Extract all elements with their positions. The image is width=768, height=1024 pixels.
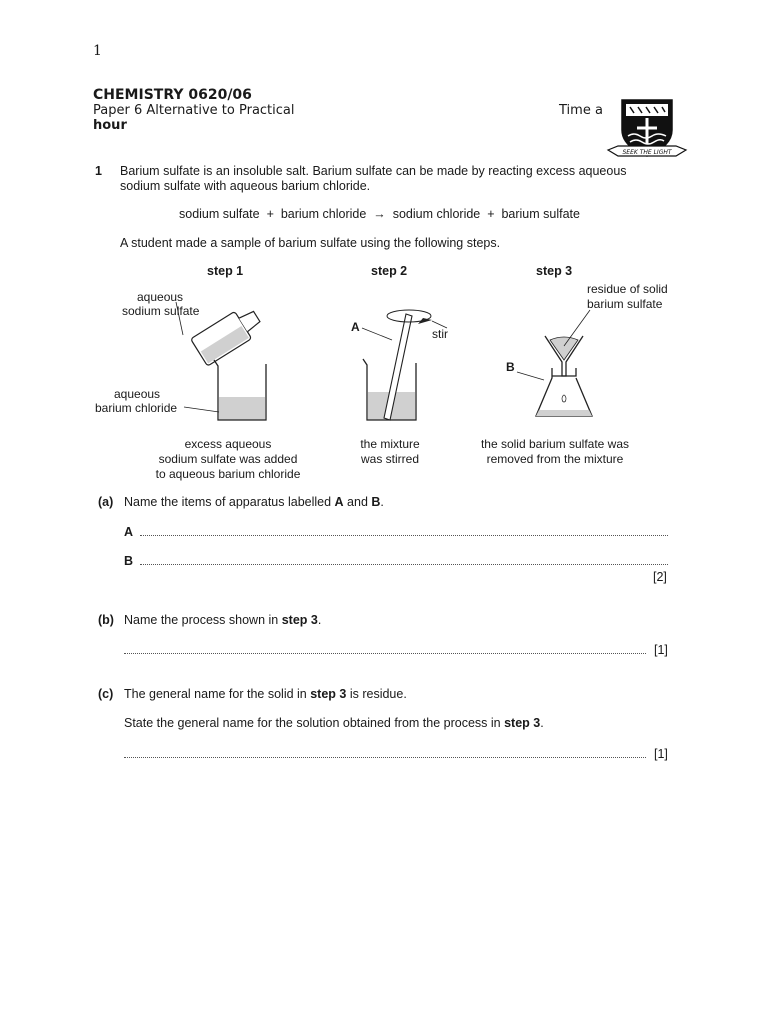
step1-caption-line1: excess aqueous [184, 437, 272, 451]
residue-label-1: residue of solid [587, 282, 668, 296]
step3-title: step 3 [536, 264, 573, 278]
step3-caption [470, 437, 640, 467]
beaker-label-line [184, 407, 219, 412]
part-a-text-a: A [334, 495, 344, 509]
label-b-line [517, 372, 544, 380]
part-c-line1-end: is residue. [346, 687, 407, 701]
plus-sign: + [487, 207, 495, 221]
beaker-label-1: aqueous [114, 387, 161, 401]
label-b: B [506, 360, 515, 374]
step2-caption [340, 437, 440, 467]
part-a-label: (a) [98, 495, 114, 509]
conical-flask [536, 368, 592, 416]
part-a-question [124, 495, 384, 510]
reaction-arrow: → [373, 207, 386, 221]
step2-title: step 2 [371, 264, 408, 278]
reactant-1: sodium sulfate [179, 207, 260, 221]
part-b-text-step: step 3 [281, 613, 318, 627]
answer-c-line[interactable] [124, 757, 646, 758]
filter-funnel [545, 336, 583, 376]
paper-subtitle: Paper 6 Alternative to Practical [93, 103, 295, 118]
plus-sign: + [266, 207, 274, 221]
step1-caption-line3: to aqueous barium chloride [155, 467, 301, 481]
step3-caption-line1: the solid barium sulfate was [480, 437, 630, 451]
step1-caption-line2: sodium sulfate was added [158, 452, 298, 466]
product-1: sodium chloride [392, 207, 481, 221]
part-c-line2-step: step 3 [504, 716, 541, 730]
residue-label-2: barium sulfate [587, 297, 663, 311]
part-a-text: Name the items of apparatus labelled [124, 495, 335, 509]
product-2: barium sulfate [501, 207, 580, 221]
part-c-line1: The general name for the solid in [124, 687, 311, 701]
label-a: A [351, 320, 360, 334]
part-c-question [124, 716, 544, 731]
part-c-line1-step: step 3 [310, 687, 347, 701]
part-c-label: (c) [98, 687, 114, 701]
part-b-label: (b) [98, 613, 114, 627]
answer-b-process-line[interactable] [124, 653, 646, 654]
part-c-line2: State the general name for the solution obtained from the process in [124, 716, 505, 730]
bottle-label-1: aqueous [137, 290, 184, 304]
step1-title: step 1 [207, 264, 244, 278]
step1-caption [148, 437, 308, 482]
question-number: 1 [95, 164, 102, 178]
part-a-text-and: and [343, 495, 372, 509]
question-intro-line1: Barium sulfate is an insoluble salt. Barium sulfate can be made by reacting excess aqueous [120, 164, 627, 178]
answer-b-label: B [124, 554, 134, 568]
part-b-text-end: . [317, 613, 322, 627]
time-label: Time a [559, 103, 603, 118]
part-a-text-end: . [380, 495, 384, 509]
step2-caption-line2: was stirred [360, 452, 419, 466]
steps-intro: A student made a sample of barium sulfate using the following steps. [120, 236, 501, 250]
part-c-statement [124, 687, 407, 702]
exam-title: CHEMISTRY 0620/06 [93, 87, 252, 103]
time-continuation: hour [93, 118, 127, 133]
part-b-question [124, 613, 321, 628]
answer-a-line[interactable] [140, 535, 668, 536]
label-a-line [362, 328, 392, 340]
page-number: 1 [93, 43, 102, 59]
bottle-label-2: sodium sulfate [122, 304, 200, 318]
part-a-marks: [2] [653, 570, 667, 584]
answer-b-line[interactable] [140, 564, 668, 565]
school-crest-logo [604, 96, 690, 166]
answer-a-label: A [124, 525, 134, 539]
step2-caption-line1: the mixture [360, 437, 420, 451]
part-b-text: Name the process shown in [124, 613, 282, 627]
word-equation [179, 207, 580, 222]
reactant-2: barium chloride [280, 207, 367, 221]
part-c-line2-end: . [540, 716, 544, 730]
part-c-marks: [1] [654, 747, 668, 761]
stir-label: stir [432, 327, 448, 341]
beaker-label-2: barium chloride [95, 401, 178, 415]
question-intro-line2: sodium sulfate with aqueous barium chloride. [120, 179, 371, 193]
part-a-text-b: B [371, 495, 381, 509]
step1-bottle [191, 303, 266, 366]
part-b-marks: [1] [654, 643, 668, 657]
step1-beaker [214, 360, 266, 420]
crest-motto: SEEK THE LIGHT [622, 149, 672, 156]
step3-caption-line2: removed from the mixture [486, 452, 624, 466]
